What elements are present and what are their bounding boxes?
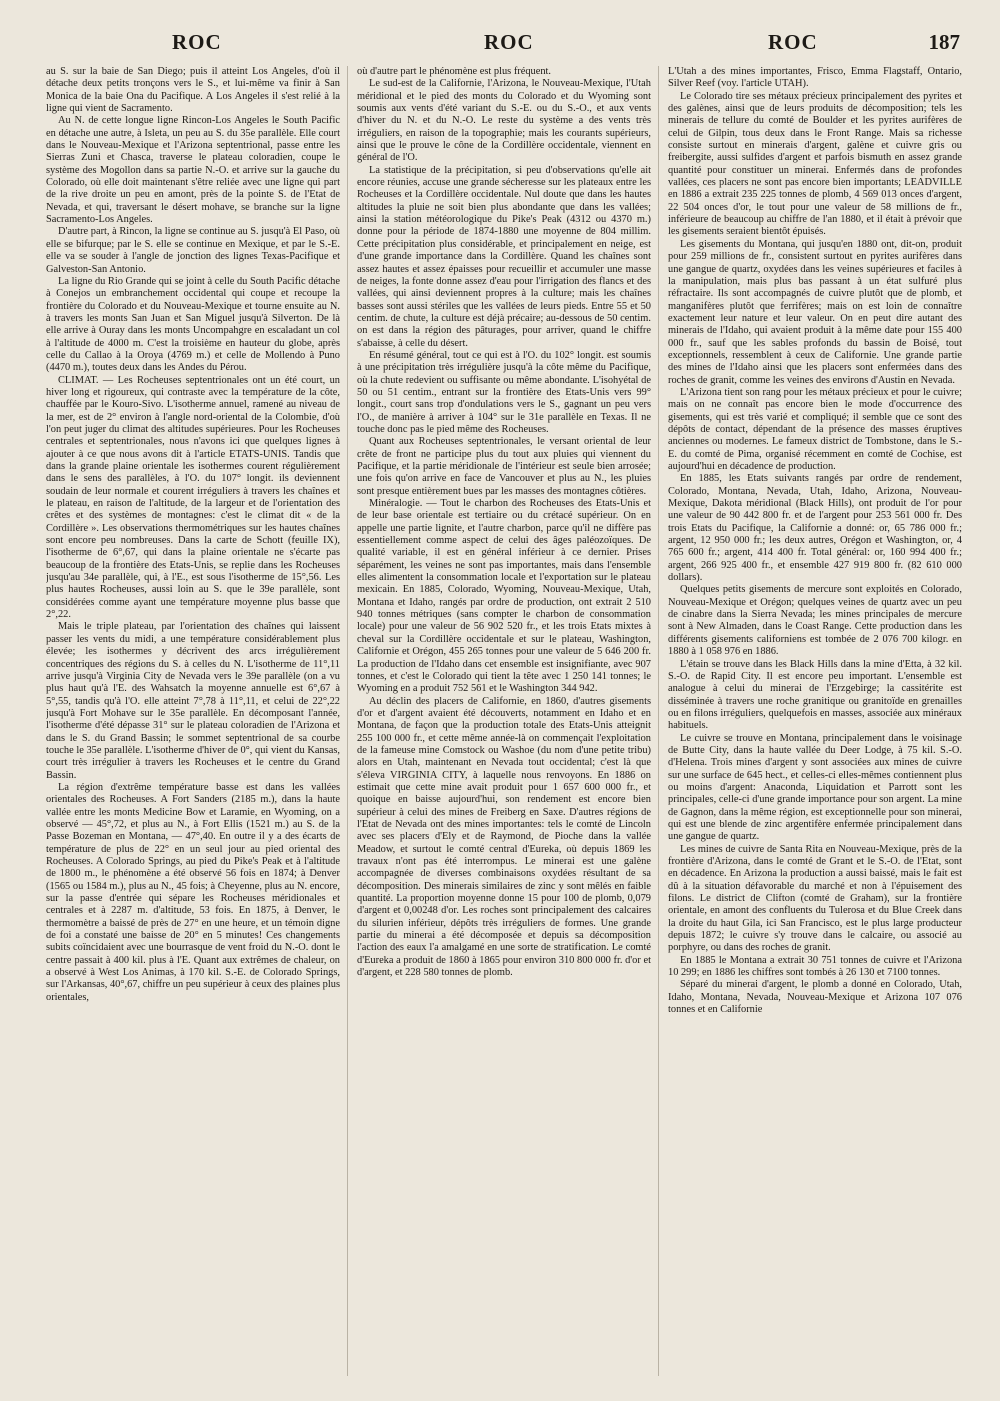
paragraph: Quelques petits gisements de mercure sont exploités en Colorado, Nouveau-Mexique et Orégon; quelques veines de quartz avec un peu de cinabre dans la Sierra Nevada; les mines principales de mercure sont à New Almaden, dans le Coast Range. Cette production dans les différents gisements californiens est tombée de 2 076 700 kilogr. en 1880 à 1 058 976 en 1886. [668,584,962,658]
paragraph: D'autre part, à Rincon, la ligne se continue au S. jusqu'à El Paso, où elle se bifurque; par le S. elle se continue en Mexique, et par le S.-E. elle va se souder à l'angle de jonction des lignes Texas-Pacifique et Galveston-San Antonio. [46,226,340,275]
running-head-left: ROC [172,30,222,54]
paragraph: Au déclin des placers de Californie, en 1860, d'autres gisements d'or et d'argent avaient été découverts, notamment en Idaho et en Montana, de façon que la production totale des Etats-Unis atteignit 255 100 000 fr., et cette même année-là on commençait l'exploitation de la fameuse mine Comstock ou Washoe (du nom d'une petite tribu) alors en Utah, maintenant en Nevada tout occidental; c'est là que s'éleva VIRGINIA CITY, à laquelle nous renvoyons. En 1886 on estimait que cette mine avait produit pour 1 657 600 000 fr., et quoique en baisse aujourd'hui, son rendement est encore bien supérieur à celui des mines de Freiberg en Saxe. D'autres régions de l'Etat de Nevada ont des mines importantes: tels le comté de Lincoln avec ses placers d'Ely et de Raymond, de Pioche dans la vallée Meadow, et surtout le comté central d'Eureka, où depuis 1869 les travaux n'ont pas été interrompus. Le minerai est une galène accompagnée de diverses combinaisons oxydées résultant de sa décomposition. Des minerais similaires de zinc y sont mêlés en faible quantité. La proportion moyenne donne 15 pour 100 de plomb, 0,079 d'argent et 0,00248 d'or. Les roches sont principalement des calcaires du silurien inférieur, dépôts très irréguliers de formes. Une grande partie du minerai a été décomposée et depuis sa décomposition l'action des eaux l'a amalgamé en une sorte de stratification. Le comté d'Eureka a produit de 1860 à 1865 pour environ 310 800 000 fr. d'or et d'argent, et 228 580 tonnes de plomb. [357,695,651,979]
column-2 [347,66,651,1376]
paragraph: au S. sur la baie de San Diego; puis il atteint Los Angeles, d'où il détache deux petits tronçons vers le S., et lui-même va finir à San Monica de la baie Ona du Pacifique. A Los Angeles il s'est relié à la ligne qui vient de Sacramento. [46,66,340,115]
paragraph: Séparé du minerai d'argent, le plomb a donné en Colorado, Utah, Idaho, Montana, Nevada, Nouveau-Mexique et Arizona 107 076 tonnes et en Californie [668,979,962,1016]
paragraph: Minéralogie. — Tout le charbon des Rocheuses des Etats-Unis et de leur base orientale est tertiaire ou du crétacé supérieur. On en appelle une partie lignite, et l'autre charbon, parce qu'il ne diffère pas essentiellement comme aspect de celui des âges paléozoïques. De qualité variable, il est en général inférieur à ce dernier. Prises séparément, les veines ne sont pas importantes, mais dans l'ensemble elles alimentent la consommation locale et l'exportation sur le plateau mexicain. En 1885, Colorado, Wyoming, Nouveau-Mexique, Utah, Montana et Idaho, rangés par ordre de production, ont extrait 2 510 940 tonnes métriques (sans compter le charbon de consommation locale) pour une valeur de 56 902 520 fr., et les trois Etats mixtes à cheval sur la Cordillère occidentale et sur le plateau, Washington, Californie et Orégon, 455 265 tonnes pour une valeur de 5 646 200 fr. La production de l'Idaho dans cet ensemble est insignifiante, avec 907 tonnes, et c'est le Colorado qui tient la tête avec 1 250 141 tonnes; le Wyoming en a produit 752 561 et le Washington 344 942. [357,498,651,695]
paragraph: L'Utah a des mines importantes, Frisco, Emma Flagstaff, Ontario, Silver Reef (voy. l'article UTAH). [668,66,962,90]
paragraph: CLIMAT. — Les Rocheuses septentrionales ont un été court, un hiver long et rigoureux, qui contraste avec la température de la côte, chauffée par le Kouro-Sivo. L'isotherme annuel, ramené au niveau de la mer, est de 2° environ à l'angle nord-oriental de la Colombie, d'où l'on peut juger du climat des altitudes supérieures. Pour les Rocheuses centrales et septentrionales, nous n'avons ici que quelques lignes à ajouter à ce que nous avons dit à l'article ETATS-UNIS. Tandis que dans la grande plaine orientale les isothermes courent régulièrement dans le sens des parallèles, à l'O. du 107° longit. ils deviennent soudain de leur normale et courent irréguliers à travers les chaînes et le plateau, en raison de l'altitude, de la largeur et de l'orientation des crêtes et des systèmes de montagnes: c'est le climat dit « de la Cordillère ». Les observations thermométriques sur les hautes chaînes sont encore peu nombreuses. Dans la carte de Schott (feuille IX), l'isotherme de 6°,67, qui dans la plaine orientale ne s'écarte pas beaucoup de la frontière des Etats-Unis, se replie dans les Rocheuses jusqu'au 34e parallèle, qui, à l'E., est sous l'isotherme de 15°,56. Les plus hautes Rocheuses, aussi loin au S. que le 39e parallèle, sont considérées comme ayant une température moyenne plus basse que 2°,22. [46,374,340,621]
paragraph: Les mines de cuivre de Santa Rita en Nouveau-Mexique, près de la frontière d'Arizona, dans le comté de Grant et le S.-O. de l'Etat, sont en décadence. En Arizona la production a aussi baissé, mais le fait est dû à la situation défavorable du marché et non à l'épuisement des filons. Le district de Clifton (comté de Graham), sur la frontière orientale, en amont des confluents du Tulerosa et du Blue Creek dans la droite du haut Gila, ici San Francisco, est le plus large producteur depuis 1872; le cuivre s'y trouve dans le calcaire, ou associé au porphyre, ou dans des roches de granit. [668,843,962,954]
paragraph: Quant aux Rocheuses septentrionales, le versant oriental de leur crête de front ne participe plus du tout aux pluies qui viennent du Pacifique, et la partie méridionale de l'intérieur est seule bien arrosée; une fois qu'on arrive en face de Vancouver et plus au N., les pluies sont presque entièrement bues par les masses des montagnes côtières. [357,436,651,497]
page-header [46,30,962,60]
paragraph: La statistique de la précipitation, si peu d'observations qu'elle ait encore réunies, accuse une grande sécheresse sur les plateaux entre les Rocheuses et la Cordillère occidentale. Nul doute que dans les hautes altitudes la pluie ne soit bien plus abondante que dans les vallées; ainsi la station météorologique du Pike's Peak (4312 ou 4370 m.) donne pour la période de 1874-1880 une moyenne de 804 millim. Cette précipitation plus considérable, et principalement en neige, est d'une grande importance dans la Cordillère. Quand les chaînes sont assez hautes et assez épaisses pour recueillir et accumuler une masse de neiges, la fonte donne assez d'eau pour l'irrigation des flancs et des vallées, qui ainsi deviennent propres à la culture; mais les chaînes basses sont aussi stériles que les vallées de leurs pieds. Entre 55 et 50 centim. de chute, la culture est déjà précaire; au-dessous de 50 centim. on est dans la région des pâturages, pour arriver, quand le chiffre s'abaisse, à celle du désert. [357,164,651,349]
paragraph: L'étain se trouve dans les Black Hills dans la mine d'Etta, à 32 kil. S.-O. de Rapid City. Il est encore peu important. L'ensemble est analogue à celui du minerai de l'Erzgebirge; la cassitérite est disséminée à travers une roche granitique ou granitoïde en grenailles ou en filons irréguliers, quelquefois en masses, associée aux minéraux habituels. [668,658,962,732]
paragraph: L'Arizona tient son rang pour les métaux précieux et pour le cuivre; mais on ne connaît pas encore bien le mode d'occurrence des gisements, qui est très varié et compliqué; il semble que ce sont des dépôts de contact, dépendant de la présence des masses éruptives anciennes ou modernes. Le fameux district de Tombstone, dans le S.-E. du comté de Pima, organisé récemment en comté de Cochise, est aujourd'hui en décadence de production. [668,386,962,472]
running-head-right: ROC [768,30,818,54]
running-head-center: ROC [484,30,534,54]
paragraph: où d'autre part le phénomène est plus fréquent. [357,66,552,77]
paragraph: La ligne du Rio Grande qui se joint à celle du South Pacific détache à Conejos un embranchement occidental qui coupe et recoupe la frontière du Colorado et du Nouveau-Mexique et tourne ensuite au N. à travers les monts San Juan et San Miguel jusqu'à Silverton. De là elle arrive à Ouray dans les monts Uncompahgre en escaladant un col à l'altitude de 4000 m. C'est la troisième en hauteur du globe, après celle du Callao à la Oroya (4769 m.) et celle de Mollendo à Puno (4470 m.), toutes deux dans les Andes du Pérou. [46,275,340,374]
paragraph: La région d'extrême température basse est dans les vallées orientales des Rocheuses. A Fort Sanders (2185 m.), dans la haute vallée entre les monts Medicine Bow et Laramie, en Wyoming, on a observé — 45°,72, et plus au N., à Fort Ellis (1521 m.) au S. de la Passe Bozeman en Montana, — 47°,40. En outre il y a des écarts de température de plus de 22° en un seul jour au pied oriental des Rocheuses. A Colorado Springs, au pied du Pike's Peak et à l'altitude de 1800 m., le phénomène a été observé 56 fois en 1874; à Denver (1565 ou 1584 m.), plus au N., 45 fois; à Cheyenne, plus au N. encore, sur la passe d'entrée qui sépare les Rocheuses méridionales et centrales et à 2287 m. d'altitude, 53 fois. En 1875, à Denver, le thermomètre a baissé de près de 27° en une heure, et un témoin digne de foi a constaté une baisse de 20° en 5 minutes! Ces changements subits coïncidaient avec une bourrasque de vent froid du N.-O. dont le centre passait à 400 kil. plus à l'E. Quant aux extrêmes de chaleur, on a observé à West Los Animas, à 170 kil. S.-E. de Colorado Springs, sur l'Arkansas, 40°,67, chiffre un peu supérieur à ceux des plaines plus orientales, [46,781,340,1003]
column-3 [658,66,962,1376]
column-1 [46,66,340,1376]
page-number: 187 [928,30,960,54]
text-columns [46,66,962,1376]
paragraph: Le sud-est de la Californie, l'Arizona, le Nouveau-Mexique, l'Utah méridional et le pied des monts du Colorado et du Wyoming sont soumis aux vents d'été variant du S.-E. ou du S.-O., et aux vents d'hiver du N. et du N.-O. Le reste du système a des vents très irréguliers, en raison de la topographie; mais les courants supérieurs, ainsi que le prouve le cône de la Cordillère occidentale, viennent en général de l'O. [357,78,651,164]
paragraph: Au N. de cette longue ligne Rincon-Los Angeles le South Pacific en détache une autre, à Isleta, un peu au S. du 35e parallèle. Elle court dans le Nouveau-Mexique et l'Arizona septentrional, passe entre les Sierras Zuni et Chasca, traverse le plateau coloradien, coupe le système des Mogollon dans sa partie N.-O. et arrive sur la gauche du Colorado, où elle doit maintenant s'être reliée avec une ligne qui part de la rive droite un peu en amont, près de la pointe S. de l'Etat de Nevada, et qui, traversant le désert mohave, se branche sur la ligne Sacramento-Los Angeles. [46,115,340,226]
paragraph: En 1885, les Etats suivants rangés par ordre de rendement, Colorado, Montana, Nevada, Utah, Idaho, Arizona, Nouveau-Mexique, Dakota méridional (Black Hills), ont produit de l'or pour une valeur de 90 442 800 fr. et de l'argent pour 253 561 000 fr. Des trois Etats du Pacifique, la Californie a donné: or, 65 786 000 fr.; argent, 12 950 000 fr.; les deux autres, Orégon et Washington, or, 4 765 600 fr.; argent, 414 400 fr. Total général: or, 160 994 400 fr.; argent, 266 925 400 fr., et ensemble 427 919 800 fr. (82 610 000 dollars). [668,473,962,584]
paragraph: Le Colorado tire ses métaux précieux principalement des pyrites et des galènes, ainsi que de leurs produits de décomposition; tels les minerais de tellure du comté de Boulder et les pyrites aurifères de celui de Gilpin, tous deux dans le Front Range. Mais sa richesse consiste surtout en minerais d'argent, galène et cuivre gris ou freibergite, aussi sulfides d'argent et parfois bismuth en assez grande quantité pour constituer un minerai. Enfermés dans de profondes vallées, ces placers ne sont pas encore bien importants; LEADVILLE en 1886 a extrait 235 225 tonnes de plomb, 4 569 013 onces d'argent, 22 504 onces d'or, le tout pour une valeur de 58 millions de fr., inférieure de beaucoup au chiffre de l'an 1880, et il était à prévoir que les gisements seraient bientôt épuisés. [668,90,962,238]
paragraph: En 1885 le Montana a extrait 30 751 tonnes de cuivre et l'Arizona 10 299; en 1886 les chiffres sont tombés à 26 130 et 7100 tonnes. [668,954,962,979]
paragraph: Les gisements du Montana, qui jusqu'en 1880 ont, dit-on, produit pour 259 millions de fr., consistent surtout en pyrites aurifères dans une gangue de quartz, oxydées dans les veines supérieures et faciles à la manipulation, mais plus bas passant à un état sulfuré plus réfractaire. Ils sont accompagnés de cuivre plutôt que de plomb, et manganifères plutôt que ferrifères; mais on est loin de connaître exactement leur nature et leur valeur. On en peut dire autant des minerais de l'Idaho, qui avaient produit à la même date pour 155 400 000 fr., sauf que les sables profonds du bassin de Boisé, tout exceptionnels, ressemblent à ceux de Californie. Une grande partie des mines de l'Idaho ainsi que les placers sont enfermées dans des roches de granit, comme les veines des environs d'Austin en Nevada. [668,238,962,386]
paragraph: Le cuivre se trouve en Montana, principalement dans le voisinage de Butte City, dans la haute vallée du Deer Lodge, à 75 kil. S.-O. d'Helena. Trois mines d'argent y sont associées aux mines de cuivre sur une surface de 645 hect., et celles-ci elles-mêmes contiennent plus ou moins d'argent: Anaconda, Liquidation et Parrott sont les principales, celle-ci d'une grande importance pour son argent. La mine de Gagnon, dans la même région, est exceptionnelle pour son minerai, qui est une blende de zinc argentifère enfermée principalement dans une gangue de quartz. [668,732,962,843]
paragraph: Mais le triple plateau, par l'orientation des chaînes qui laissent passer les vents du midi, a une température considérablement plus élevée; les isothermes y décrivent des arcs irrégulièrement concentriques des régions du S. à celles du N. L'isotherme de 11°,11 arrive jusqu'à Virginia City de Nevada vers le 39e parallèle (on a vu plus haut qu'à l'E. des Wahsatch la moyenne annuelle est 6°,67 à 5°,55, tandis qu'à l'O. elle atteint 7°,78 à 11°,11, et celui de 22°,22 jusqu'à Fort Mohave sur le 35e parallèle. En décomposant l'année, l'isotherme d'été dépasse 31° sur le plateau coloradien de l'Arizona et dans le S. du Grand Bassin; le sommet septentrional de sa courbe touche le 35e parallèle. L'isotherme d'hiver de 0°, qui vient du Kansas, court très irrégulier à travers les Rocheuses et le centre du Grand Bassin. [46,621,340,781]
paragraph: En résumé général, tout ce qui est à l'O. du 102° longit. est soumis à une précipitation très irrégulière jusqu'à la côte même du Pacifique, où la chute redevient ou suffisante ou même abondante. L'isohyétal de 50 ou 51 centim., entrant sur la frontière des Etats-Unis vers 99° longit., court sans trop d'ondulations vers le S., gagnant un peu vers l'O., de manière à arriver à 104° sur le 31e parallèle en Texas. Il ne touche donc pas le pied même des Rocheuses. [357,349,651,435]
